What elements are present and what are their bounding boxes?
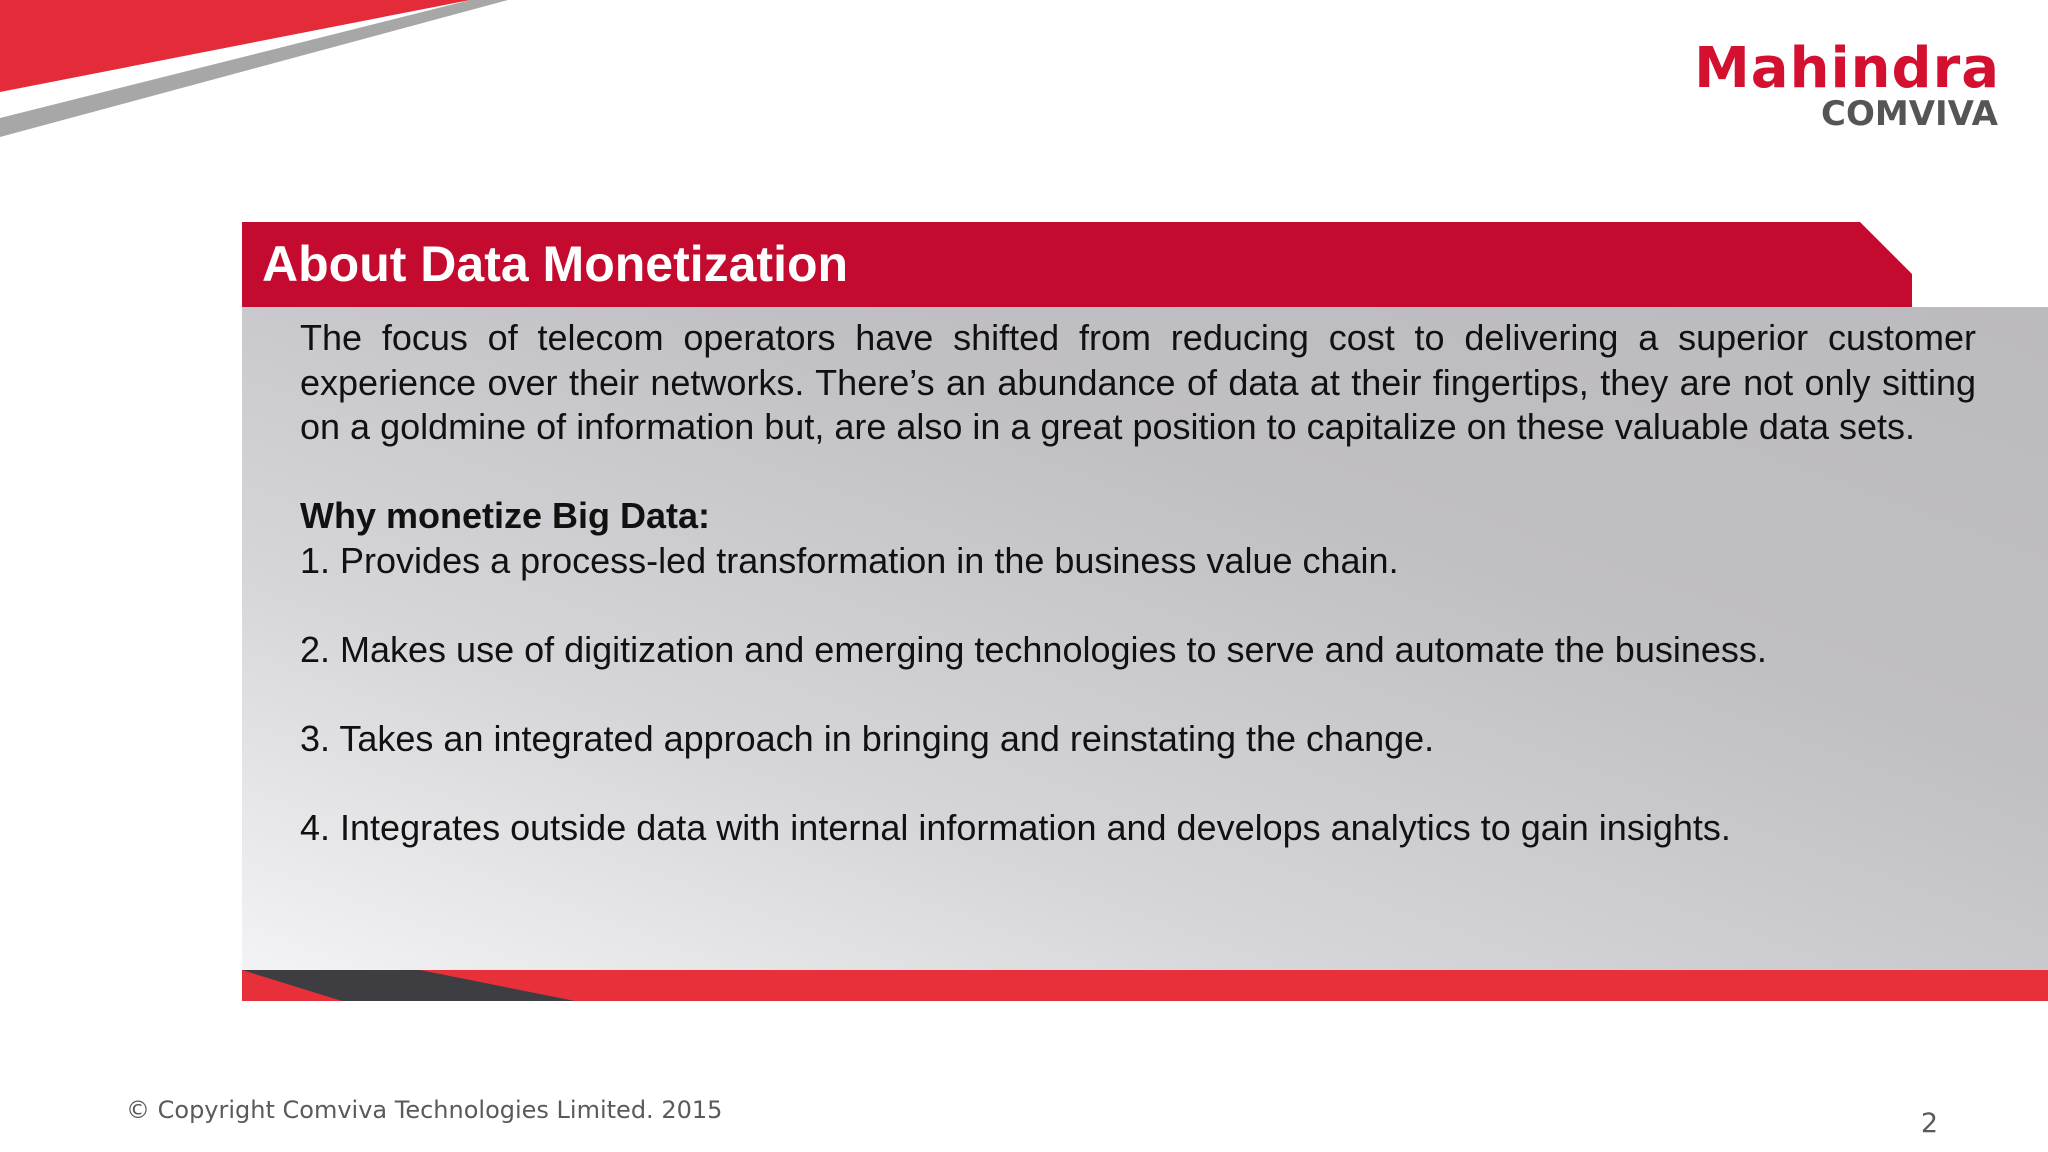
corner-decoration bbox=[0, 0, 520, 150]
logo-sub-text: COMVIVA bbox=[1821, 94, 1998, 134]
list-item: 4. Integrates outside data with internal information and develops analytics to gain insights. bbox=[300, 806, 1731, 848]
slide-title: About Data Monetization bbox=[262, 236, 849, 292]
title-banner bbox=[242, 222, 1912, 308]
why-heading: Why monetize Big Data: bbox=[300, 495, 711, 536]
company-logo bbox=[1690, 36, 2000, 134]
page-number: 2 bbox=[1920, 1108, 1938, 1139]
intro-paragraph: The focus of telecom operators have shifted from reducing cost to delivering a superior customer experience over their networks. There’s an abundance of data at their fingertips, they are not only sitting on a goldmine of information but, are also in a great position to capitalize on these valuable data sets. bbox=[300, 317, 1976, 447]
copyright-footer: © Copyright Comviva Technologies Limited. 2015 bbox=[126, 1096, 723, 1124]
list-item: 2. Makes use of digitization and emerging technologies to serve and automate the business. bbox=[300, 628, 1767, 670]
list-item: 1. Provides a process-led transformation in the business value chain. bbox=[300, 539, 1399, 581]
bottom-stripe bbox=[242, 970, 2048, 1004]
logo-brand-text: Mahindra bbox=[1694, 36, 2000, 101]
slide-body bbox=[300, 316, 1976, 850]
list-item: 3. Takes an integrated approach in bringing and reinstating the change. bbox=[300, 717, 1435, 759]
